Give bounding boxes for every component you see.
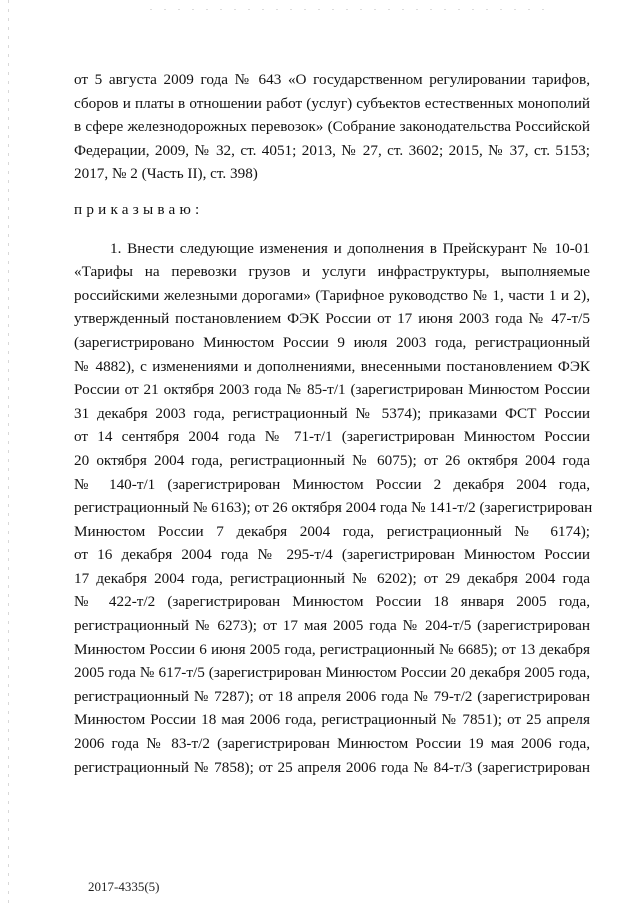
text-line: 2017, № 2 (Часть II), ст. 398) [74, 165, 258, 183]
text-line: сборов и платы в отношении работ (услуг) субъектов естественных монополий [74, 94, 590, 112]
text-line: № 422-т/2 (зарегистрирован Минюстом России 18 января 2005 года, [74, 593, 590, 611]
text-line: утвержденный постановлением ФЭК России от 17 июня 2003 года № 47-т/5 [74, 310, 590, 328]
text-line: 20 октября 2004 года, регистрационный № 6075); от 26 октября 2004 года [74, 451, 590, 469]
text-line: № 4882), с изменениями и дополнениями, внесенными постановлением ФЭК [74, 357, 590, 375]
page-edge-left [8, 0, 9, 905]
page-edge-top [150, 9, 550, 10]
text-line: № 140-т/1 (зарегистрирован Минюстом России 2 декабря 2004 года, [74, 475, 590, 493]
text-line: от 5 августа 2009 года № 643 «О государственном регулировании тарифов, [74, 71, 590, 88]
text-line: России от 21 октября 2003 года № 85-т/1 (зарегистрирован Минюстом России [74, 381, 590, 399]
text-line: 2005 года № 617-т/5 (зарегистрирован Минюстом России 20 декабря 2005 года, [74, 664, 590, 682]
text-line: Минюстом России 6 июня 2005 года, регистрационный № 6685); от 13 декабря [74, 640, 590, 658]
text-line: Минюстом России 18 мая 2006 года, регистрационный № 7851); от 25 апреля [74, 711, 590, 729]
document-number: 2017-4335(5) [88, 879, 160, 894]
text-line: регистрационный № 6273); от 17 мая 2005 года № 204-т/5 (зарегистрирован [74, 617, 590, 635]
text-line: регистрационный № 6163); от 26 октября 2004 года № 141-т/2 (зарегистрирован [74, 499, 593, 517]
text-line: российскими железными дорогами» (Тарифное руководство № 1, части 1 и 2), [74, 286, 590, 304]
text-line: Федерации, 2009, № 32, ст. 4051; 2013, № 27, ст. 3602; 2015, № 37, ст. 5153; [74, 141, 590, 159]
item-1-paragraph [74, 237, 593, 780]
text-line: 1. Внести следующие изменения и дополнения в Прейскурант № 10-01 [110, 239, 590, 257]
intro-paragraph [74, 68, 590, 186]
text-line: 17 декабря 2004 года, регистрационный № 6202); от 29 декабря 2004 года [74, 569, 590, 587]
text-line: от 16 декабря 2004 года № 295-т/4 (зарегистрирован Минюстом России [74, 546, 590, 564]
text-line: 31 декабря 2003 года, регистрационный № 5374); приказами ФСТ России [74, 404, 590, 422]
text-line: Минюстом России 7 декабря 2004 года, регистрационный № 6174); [74, 522, 590, 540]
text-line: регистрационный № 7858); от 25 апреля 2006 года № 84-т/3 (зарегистрирован [74, 758, 590, 776]
document-body [74, 68, 593, 779]
text-line: регистрационный № 7287); от 18 апреля 2006 года № 79-т/2 (зарегистрирован [74, 687, 590, 705]
text-line: (зарегистрировано Минюстом России 9 июля 2003 года, регистрационный [74, 333, 590, 351]
text-line: в сфере железнодорожных перевозок» (Собрание законодательства Российской [74, 118, 590, 136]
order-word: приказываю: [74, 200, 204, 218]
text-line: 2006 года № 83-т/2 (зарегистрирован Минюстом России 19 мая 2006 года, [74, 735, 590, 753]
text-line: от 14 сентября 2004 года № 71-т/1 (зарегистрирован Минюстом России [74, 428, 590, 446]
order-paragraph [74, 198, 590, 222]
text-line: «Тарифы на перевозки грузов и услуги инфраструктуры, выполняемые [74, 263, 590, 281]
